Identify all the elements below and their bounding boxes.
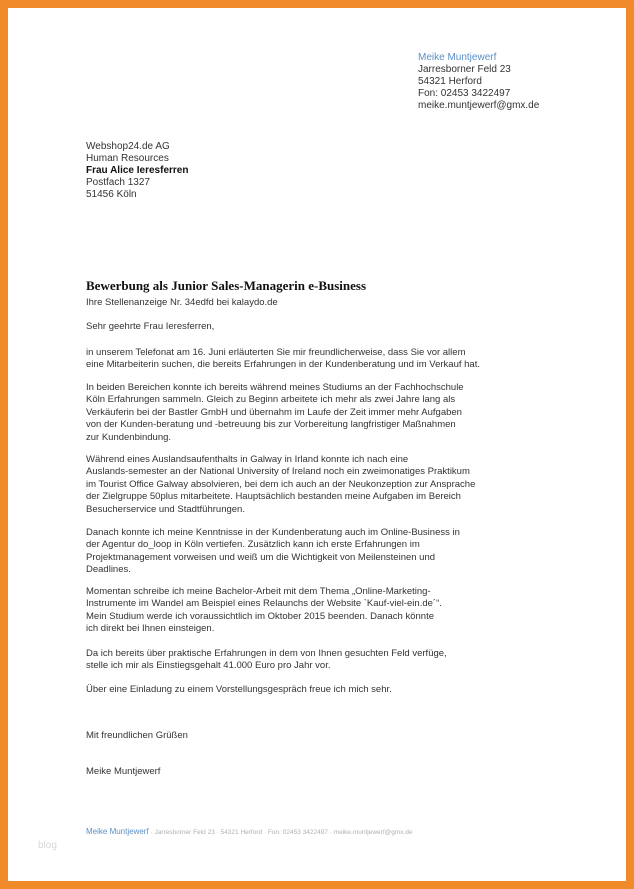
paragraph-line: zur Kundenbindung. — [86, 431, 172, 443]
recipient-postbox: Postfach 1327 — [86, 177, 150, 188]
closing: Mit freundlichen Grüßen — [86, 730, 188, 741]
sender-phone: Fon: 02453 3422497 — [418, 88, 511, 99]
sender-street: Jarresborner Feld 23 — [418, 64, 511, 75]
paragraph-line: Köln Erfahrungen sammeln. Gleich zu Beginn arbeitete ich mehr als zwei Jahre lang als — [86, 394, 456, 406]
paragraph-line: in unserem Telefonat am 16. Juni erläuterten Sie mir freundlicherweise, dass Sie vor allem — [86, 347, 466, 358]
signature: Meike Muntjewerf — [86, 766, 161, 777]
footer-line — [86, 827, 413, 836]
recipient-city: 51456 Köln — [86, 189, 137, 200]
paragraph-line: Mein Studium werde ich voraussichtlich im Oktober 2015 beenden. Danach könnte — [86, 610, 434, 622]
recipient-department: Human Resources — [86, 153, 169, 164]
sender-email: meike.muntjewerf@gmx.de — [418, 100, 540, 111]
letter-subject: Bewerbung als Junior Sales-Managerin e-Business — [86, 278, 367, 293]
paragraph-5 — [86, 586, 442, 636]
sender-name: Meike Muntjewerf — [418, 52, 497, 63]
paragraph-1 — [86, 347, 480, 372]
recipient-company: Webshop24.de AG — [86, 141, 170, 152]
paragraph-line: Verkäuferin bei der Bastler GmbH und übernahm im Laufe der Zeit immer mehr Aufgaben — [86, 406, 462, 418]
paragraph-line: In beiden Bereichen konnte ich bereits während meines Studiums an der Fachhochschule — [86, 382, 464, 393]
paragraph-2 — [86, 382, 464, 444]
paragraph-line: Da ich bereits über praktische Erfahrungen in dem von Ihnen gesuchten Feld verfüge, — [86, 648, 447, 659]
paragraph-line: stelle ich mir als Einstiegsgehalt 41.000 Euro pro Jahr vor. — [86, 660, 331, 672]
sender-city: 54321 Herford — [418, 76, 482, 87]
paragraph-3 — [86, 454, 475, 516]
letter-page — [8, 8, 626, 881]
paragraph-6 — [86, 648, 447, 673]
paragraph-line: der Agentur do_loop in Köln vertiefen. Zusätzlich kann ich erste Erfahrungen im — [86, 539, 420, 551]
paragraph-line: von der Kunden-beratung und -betreuung bis zur Vorbereitung langfristiger Maßnahmen — [86, 419, 456, 431]
watermark: blog — [38, 840, 57, 851]
paragraph-line: Besucherservice und Stadtführungen. — [86, 503, 245, 515]
paragraph-line: Während eines Auslandsaufenthalts in Galway in Irland konnte ich nach eine — [86, 454, 409, 465]
paragraph-line: Instrumente im Wandel am Beispiel eines Relaunchs der Website `Kauf-viel-ein.de´“. — [86, 598, 442, 610]
paragraph-line: der Zielgruppe 50plus mitarbeitete. Hauptsächlich bestanden meine Aufgaben im Bereich — [86, 491, 461, 503]
paragraph-line: Deadlines. — [86, 564, 131, 576]
salutation: Sehr geehrte Frau Ieresferren, — [86, 321, 215, 332]
footer-details: · Jarresborner Feld 23 · 54321 Herford · Fon: 02453 3422497 · meike.muntjewerf@gmx.de — [150, 829, 413, 836]
paragraph-line: Auslands-semester an der National University of Ireland noch ein zweimonatiges Praktikum — [86, 466, 470, 478]
paragraph-line: im Tourist Office Galway absolvieren, bei dem ich auch an der Neukonzeption zur Ansprache — [86, 478, 476, 490]
paragraph-line: eine Mitarbeiterin suchen, die bereits Erfahrungen in der Kundenberatung und im Verkauf hat. — [86, 359, 480, 371]
paragraph-7 — [86, 684, 392, 696]
recipient-contact: Frau Alice Ieresferren — [86, 165, 189, 176]
paragraph-line: Momentan schreibe ich meine Bachelor-Arbeit mit dem Thema „Online-Marketing- — [86, 586, 431, 597]
job-reference: Ihre Stellenanzeige Nr. 34edfd bei kalaydo.de — [86, 297, 278, 308]
paragraph-line: ich direkt bei Ihnen einsteigen. — [86, 623, 215, 635]
paragraph-line: Projektmanagement vorweisen und weiß um die Wichtigkeit von Meilensteinen und — [86, 551, 436, 563]
sender-address-block — [418, 52, 539, 112]
footer-name: Meike Muntjewerf — [86, 827, 149, 836]
paragraph-line: Danach konnte ich meine Kenntnisse in der Kundenberatung auch im Online-Business in — [86, 527, 460, 538]
paragraph-line: Über eine Einladung zu einem Vorstellungsgespräch freue ich mich sehr. — [86, 684, 392, 695]
recipient-address-block — [86, 141, 188, 201]
paragraph-4 — [86, 527, 460, 577]
